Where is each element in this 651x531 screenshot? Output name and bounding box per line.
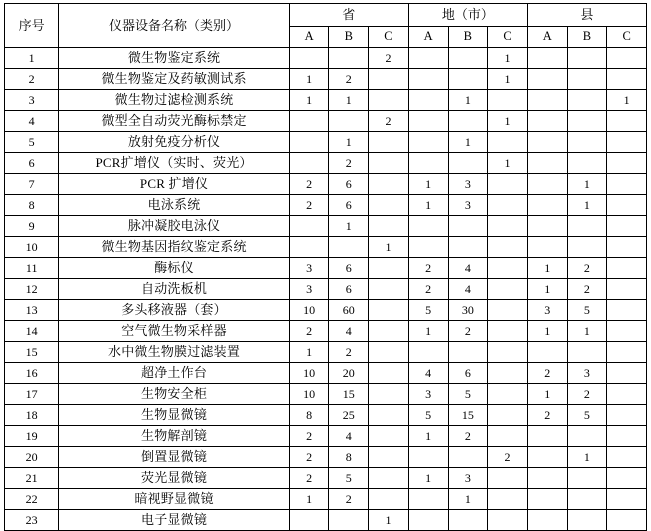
cell-county-c <box>607 153 647 174</box>
table-header <box>5 4 647 48</box>
cell-county-a: 2 <box>527 363 567 384</box>
cell-county-c <box>607 321 647 342</box>
cell-county-b: 5 <box>567 300 607 321</box>
cell-county-a <box>527 90 567 111</box>
cell-province-b: 6 <box>329 174 369 195</box>
cell-province-b: 8 <box>329 447 369 468</box>
row-equipment-name: 生物显微镜 <box>59 405 289 426</box>
cell-prefecture-c <box>488 90 528 111</box>
cell-county-a <box>527 510 567 531</box>
cell-county-a <box>527 195 567 216</box>
cell-province-c <box>369 384 409 405</box>
cell-prefecture-c <box>488 195 528 216</box>
cell-province-a: 1 <box>289 69 329 90</box>
cell-county-c <box>607 363 647 384</box>
table-row <box>5 48 647 69</box>
cell-county-b <box>567 510 607 531</box>
row-index: 16 <box>5 363 59 384</box>
table-body <box>5 48 647 531</box>
row-index: 13 <box>5 300 59 321</box>
cell-county-c <box>607 174 647 195</box>
cell-prefecture-a <box>408 447 448 468</box>
cell-county-a: 1 <box>527 279 567 300</box>
table-row <box>5 510 647 531</box>
cell-prefecture-a <box>408 489 448 510</box>
cell-province-a <box>289 48 329 69</box>
cell-province-a: 3 <box>289 258 329 279</box>
cell-county-a: 1 <box>527 321 567 342</box>
cell-county-c <box>607 342 647 363</box>
row-equipment-name: 荧光显微镜 <box>59 468 289 489</box>
cell-prefecture-c <box>488 279 528 300</box>
cell-province-a: 2 <box>289 447 329 468</box>
cell-province-a: 1 <box>289 489 329 510</box>
cell-province-c <box>369 258 409 279</box>
cell-prefecture-b: 3 <box>448 468 488 489</box>
cell-province-a: 3 <box>289 279 329 300</box>
cell-county-b <box>567 342 607 363</box>
cell-province-c <box>369 195 409 216</box>
cell-county-a: 1 <box>527 384 567 405</box>
table-row <box>5 468 647 489</box>
cell-county-a <box>527 174 567 195</box>
cell-province-b: 6 <box>329 195 369 216</box>
row-index: 11 <box>5 258 59 279</box>
table-row <box>5 279 647 300</box>
table-row <box>5 426 647 447</box>
cell-province-b: 2 <box>329 153 369 174</box>
row-index: 4 <box>5 111 59 132</box>
cell-province-c <box>369 153 409 174</box>
cell-province-c <box>369 405 409 426</box>
cell-prefecture-b: 4 <box>448 279 488 300</box>
row-index: 10 <box>5 237 59 258</box>
row-index: 17 <box>5 384 59 405</box>
cell-county-b <box>567 153 607 174</box>
cell-prefecture-a: 5 <box>408 405 448 426</box>
row-index: 15 <box>5 342 59 363</box>
table-row <box>5 384 647 405</box>
row-equipment-name: 多头移液器（套） <box>59 300 289 321</box>
cell-county-a <box>527 489 567 510</box>
cell-county-b <box>567 69 607 90</box>
row-index: 7 <box>5 174 59 195</box>
cell-county-a: 3 <box>527 300 567 321</box>
cell-province-c <box>369 69 409 90</box>
cell-prefecture-a: 1 <box>408 426 448 447</box>
cell-prefecture-a: 1 <box>408 174 448 195</box>
cell-prefecture-c: 1 <box>488 48 528 69</box>
cell-county-c <box>607 300 647 321</box>
table-row <box>5 300 647 321</box>
cell-prefecture-c <box>488 363 528 384</box>
row-equipment-name: 微生物鉴定及药敏测试系 <box>59 69 289 90</box>
cell-province-b: 2 <box>329 489 369 510</box>
cell-province-a: 1 <box>289 342 329 363</box>
cell-province-b: 6 <box>329 279 369 300</box>
cell-county-c <box>607 216 647 237</box>
cell-county-b <box>567 48 607 69</box>
row-index: 14 <box>5 321 59 342</box>
cell-prefecture-a <box>408 342 448 363</box>
cell-prefecture-c <box>488 300 528 321</box>
row-index: 23 <box>5 510 59 531</box>
row-index: 8 <box>5 195 59 216</box>
table-row <box>5 111 647 132</box>
cell-county-c <box>607 132 647 153</box>
table-row <box>5 363 647 384</box>
cell-province-a: 2 <box>289 195 329 216</box>
header-sub-county-c: C <box>607 27 647 48</box>
cell-prefecture-b: 3 <box>448 174 488 195</box>
cell-county-c <box>607 405 647 426</box>
row-equipment-name: 生物解剖镜 <box>59 426 289 447</box>
cell-prefecture-b: 4 <box>448 258 488 279</box>
cell-county-a: 1 <box>527 258 567 279</box>
header-group-prefecture: 地（市） <box>408 4 527 27</box>
cell-prefecture-a: 5 <box>408 300 448 321</box>
header-name: 仪器设备名称（类别） <box>59 4 289 48</box>
header-sub-county-a: A <box>527 27 567 48</box>
equipment-table <box>4 3 647 531</box>
cell-prefecture-b: 5 <box>448 384 488 405</box>
table-row <box>5 195 647 216</box>
cell-province-c <box>369 363 409 384</box>
cell-prefecture-c: 1 <box>488 69 528 90</box>
header-sub-prefecture-a: A <box>408 27 448 48</box>
cell-county-a <box>527 447 567 468</box>
cell-province-a: 10 <box>289 384 329 405</box>
cell-prefecture-c <box>488 342 528 363</box>
cell-province-a: 10 <box>289 300 329 321</box>
row-index: 19 <box>5 426 59 447</box>
cell-county-b <box>567 489 607 510</box>
table-row <box>5 447 647 468</box>
row-index: 12 <box>5 279 59 300</box>
row-index: 9 <box>5 216 59 237</box>
cell-prefecture-b: 2 <box>448 426 488 447</box>
header-sub-prefecture-c: C <box>488 27 528 48</box>
cell-province-b: 60 <box>329 300 369 321</box>
cell-county-c <box>607 489 647 510</box>
row-equipment-name: 暗视野显微镜 <box>59 489 289 510</box>
cell-province-c <box>369 300 409 321</box>
cell-county-b <box>567 90 607 111</box>
cell-county-c <box>607 384 647 405</box>
cell-province-c <box>369 342 409 363</box>
cell-province-c <box>369 174 409 195</box>
row-index: 2 <box>5 69 59 90</box>
cell-province-a: 1 <box>289 90 329 111</box>
table-row <box>5 132 647 153</box>
cell-prefecture-b: 1 <box>448 90 488 111</box>
cell-province-a: 2 <box>289 321 329 342</box>
row-equipment-name: 电泳系统 <box>59 195 289 216</box>
cell-prefecture-c: 1 <box>488 111 528 132</box>
row-index: 1 <box>5 48 59 69</box>
cell-county-b: 5 <box>567 405 607 426</box>
cell-county-b: 1 <box>567 321 607 342</box>
cell-county-c <box>607 69 647 90</box>
table-row <box>5 237 647 258</box>
table-row <box>5 342 647 363</box>
cell-province-b <box>329 510 369 531</box>
cell-county-b: 1 <box>567 447 607 468</box>
cell-province-b: 4 <box>329 426 369 447</box>
cell-county-b: 2 <box>567 258 607 279</box>
cell-province-c <box>369 216 409 237</box>
cell-prefecture-b <box>448 111 488 132</box>
row-index: 20 <box>5 447 59 468</box>
row-index: 6 <box>5 153 59 174</box>
row-equipment-name: 放射免疫分析仪 <box>59 132 289 153</box>
cell-prefecture-c <box>488 468 528 489</box>
cell-province-b: 25 <box>329 405 369 426</box>
header-sub-province-a: A <box>289 27 329 48</box>
row-equipment-name: 水中微生物膜过滤装置 <box>59 342 289 363</box>
cell-province-b: 2 <box>329 342 369 363</box>
cell-county-b <box>567 237 607 258</box>
cell-province-b <box>329 48 369 69</box>
header-index: 序号 <box>5 4 59 48</box>
row-equipment-name: 微生物基因指纹鉴定系统 <box>59 237 289 258</box>
cell-province-a: 2 <box>289 174 329 195</box>
cell-county-c <box>607 258 647 279</box>
row-equipment-name: PCR扩增仪（实时、荧光） <box>59 153 289 174</box>
cell-province-a <box>289 153 329 174</box>
cell-prefecture-c <box>488 510 528 531</box>
cell-prefecture-a: 1 <box>408 468 448 489</box>
cell-province-a: 10 <box>289 363 329 384</box>
table-header-row-groups <box>5 4 647 27</box>
cell-county-c <box>607 510 647 531</box>
row-index: 18 <box>5 405 59 426</box>
cell-prefecture-b: 1 <box>448 489 488 510</box>
cell-prefecture-c <box>488 426 528 447</box>
cell-province-c <box>369 132 409 153</box>
cell-province-a: 2 <box>289 426 329 447</box>
cell-province-b: 20 <box>329 363 369 384</box>
cell-prefecture-a <box>408 132 448 153</box>
cell-county-c: 1 <box>607 90 647 111</box>
cell-county-b: 3 <box>567 363 607 384</box>
cell-prefecture-a: 1 <box>408 321 448 342</box>
cell-province-b: 6 <box>329 258 369 279</box>
row-equipment-name: 微型全自动荧光酶标禁定 <box>59 111 289 132</box>
row-equipment-name: 脉冲凝胶电泳仪 <box>59 216 289 237</box>
cell-prefecture-c: 1 <box>488 153 528 174</box>
cell-county-b: 2 <box>567 279 607 300</box>
cell-province-c: 1 <box>369 237 409 258</box>
row-equipment-name: 生物安全柜 <box>59 384 289 405</box>
cell-prefecture-c: 2 <box>488 447 528 468</box>
cell-prefecture-b <box>448 216 488 237</box>
cell-county-c <box>607 279 647 300</box>
cell-province-c <box>369 489 409 510</box>
cell-province-a: 2 <box>289 468 329 489</box>
cell-county-a <box>527 111 567 132</box>
cell-province-b: 1 <box>329 132 369 153</box>
cell-prefecture-c <box>488 174 528 195</box>
table-row <box>5 174 647 195</box>
cell-prefecture-b: 6 <box>448 363 488 384</box>
cell-prefecture-b <box>448 447 488 468</box>
header-sub-prefecture-b: B <box>448 27 488 48</box>
cell-prefecture-a <box>408 237 448 258</box>
row-equipment-name: 微生物过滤检测系统 <box>59 90 289 111</box>
cell-prefecture-b: 30 <box>448 300 488 321</box>
cell-province-b: 4 <box>329 321 369 342</box>
cell-county-a <box>527 342 567 363</box>
cell-province-c: 2 <box>369 111 409 132</box>
header-group-province: 省 <box>289 4 408 27</box>
table-row <box>5 489 647 510</box>
header-sub-province-c: C <box>369 27 409 48</box>
cell-province-b <box>329 111 369 132</box>
cell-province-c <box>369 321 409 342</box>
row-index: 22 <box>5 489 59 510</box>
cell-county-a <box>527 69 567 90</box>
cell-province-c <box>369 468 409 489</box>
cell-prefecture-a <box>408 153 448 174</box>
cell-prefecture-b <box>448 48 488 69</box>
row-equipment-name: PCR 扩增仪 <box>59 174 289 195</box>
cell-county-b <box>567 426 607 447</box>
cell-prefecture-b: 2 <box>448 321 488 342</box>
cell-prefecture-c <box>488 216 528 237</box>
cell-province-b: 5 <box>329 468 369 489</box>
cell-province-b: 2 <box>329 69 369 90</box>
header-sub-province-b: B <box>329 27 369 48</box>
cell-province-a <box>289 132 329 153</box>
cell-county-c <box>607 447 647 468</box>
table-row <box>5 321 647 342</box>
cell-prefecture-a: 2 <box>408 258 448 279</box>
cell-county-c <box>607 426 647 447</box>
cell-county-c <box>607 111 647 132</box>
cell-prefecture-b <box>448 342 488 363</box>
cell-prefecture-c <box>488 258 528 279</box>
cell-county-b: 1 <box>567 174 607 195</box>
cell-prefecture-a <box>408 48 448 69</box>
row-equipment-name: 电子显微镜 <box>59 510 289 531</box>
row-equipment-name: 超净土作台 <box>59 363 289 384</box>
header-sub-county-b: B <box>567 27 607 48</box>
cell-county-a <box>527 132 567 153</box>
cell-province-b: 15 <box>329 384 369 405</box>
cell-county-b <box>567 111 607 132</box>
cell-county-c <box>607 237 647 258</box>
cell-county-b: 2 <box>567 384 607 405</box>
cell-province-c <box>369 426 409 447</box>
cell-prefecture-b <box>448 69 488 90</box>
cell-prefecture-c <box>488 132 528 153</box>
cell-prefecture-a: 1 <box>408 195 448 216</box>
row-equipment-name: 酶标仪 <box>59 258 289 279</box>
cell-county-a: 2 <box>527 405 567 426</box>
row-equipment-name: 倒置显微镜 <box>59 447 289 468</box>
cell-province-b: 1 <box>329 90 369 111</box>
table-row <box>5 405 647 426</box>
cell-county-b <box>567 216 607 237</box>
cell-county-a <box>527 237 567 258</box>
row-index: 5 <box>5 132 59 153</box>
cell-county-b: 1 <box>567 195 607 216</box>
table-row <box>5 216 647 237</box>
cell-province-c: 1 <box>369 510 409 531</box>
cell-county-b <box>567 468 607 489</box>
cell-prefecture-a <box>408 69 448 90</box>
cell-prefecture-c <box>488 237 528 258</box>
cell-province-a <box>289 111 329 132</box>
cell-province-c <box>369 279 409 300</box>
cell-prefecture-c <box>488 489 528 510</box>
cell-county-a <box>527 48 567 69</box>
cell-prefecture-a: 3 <box>408 384 448 405</box>
cell-province-a: 8 <box>289 405 329 426</box>
cell-province-c: 2 <box>369 48 409 69</box>
cell-province-a <box>289 510 329 531</box>
row-equipment-name: 自动洗板机 <box>59 279 289 300</box>
cell-county-a <box>527 216 567 237</box>
header-group-county: 县 <box>527 4 646 27</box>
row-equipment-name: 空气微生物采样器 <box>59 321 289 342</box>
cell-prefecture-b <box>448 153 488 174</box>
cell-province-c <box>369 90 409 111</box>
cell-county-c <box>607 468 647 489</box>
table-row <box>5 90 647 111</box>
cell-province-b: 1 <box>329 216 369 237</box>
cell-prefecture-a <box>408 216 448 237</box>
cell-prefecture-c <box>488 384 528 405</box>
cell-prefecture-a <box>408 510 448 531</box>
cell-province-a <box>289 237 329 258</box>
cell-prefecture-a: 4 <box>408 363 448 384</box>
cell-prefecture-b <box>448 237 488 258</box>
cell-county-b <box>567 132 607 153</box>
cell-county-c <box>607 48 647 69</box>
cell-county-a <box>527 426 567 447</box>
cell-prefecture-b: 3 <box>448 195 488 216</box>
table-row <box>5 69 647 90</box>
cell-prefecture-b: 1 <box>448 132 488 153</box>
cell-county-a <box>527 468 567 489</box>
cell-province-a <box>289 216 329 237</box>
cell-prefecture-b <box>448 510 488 531</box>
cell-prefecture-c <box>488 405 528 426</box>
row-equipment-name: 微生物鉴定系统 <box>59 48 289 69</box>
cell-prefecture-a <box>408 90 448 111</box>
table-row <box>5 153 647 174</box>
cell-prefecture-a <box>408 111 448 132</box>
cell-province-b <box>329 237 369 258</box>
row-index: 21 <box>5 468 59 489</box>
cell-prefecture-b: 15 <box>448 405 488 426</box>
row-index: 3 <box>5 90 59 111</box>
table-row <box>5 258 647 279</box>
cell-prefecture-a: 2 <box>408 279 448 300</box>
cell-county-a <box>527 153 567 174</box>
cell-prefecture-c <box>488 321 528 342</box>
cell-county-c <box>607 195 647 216</box>
cell-province-c <box>369 447 409 468</box>
